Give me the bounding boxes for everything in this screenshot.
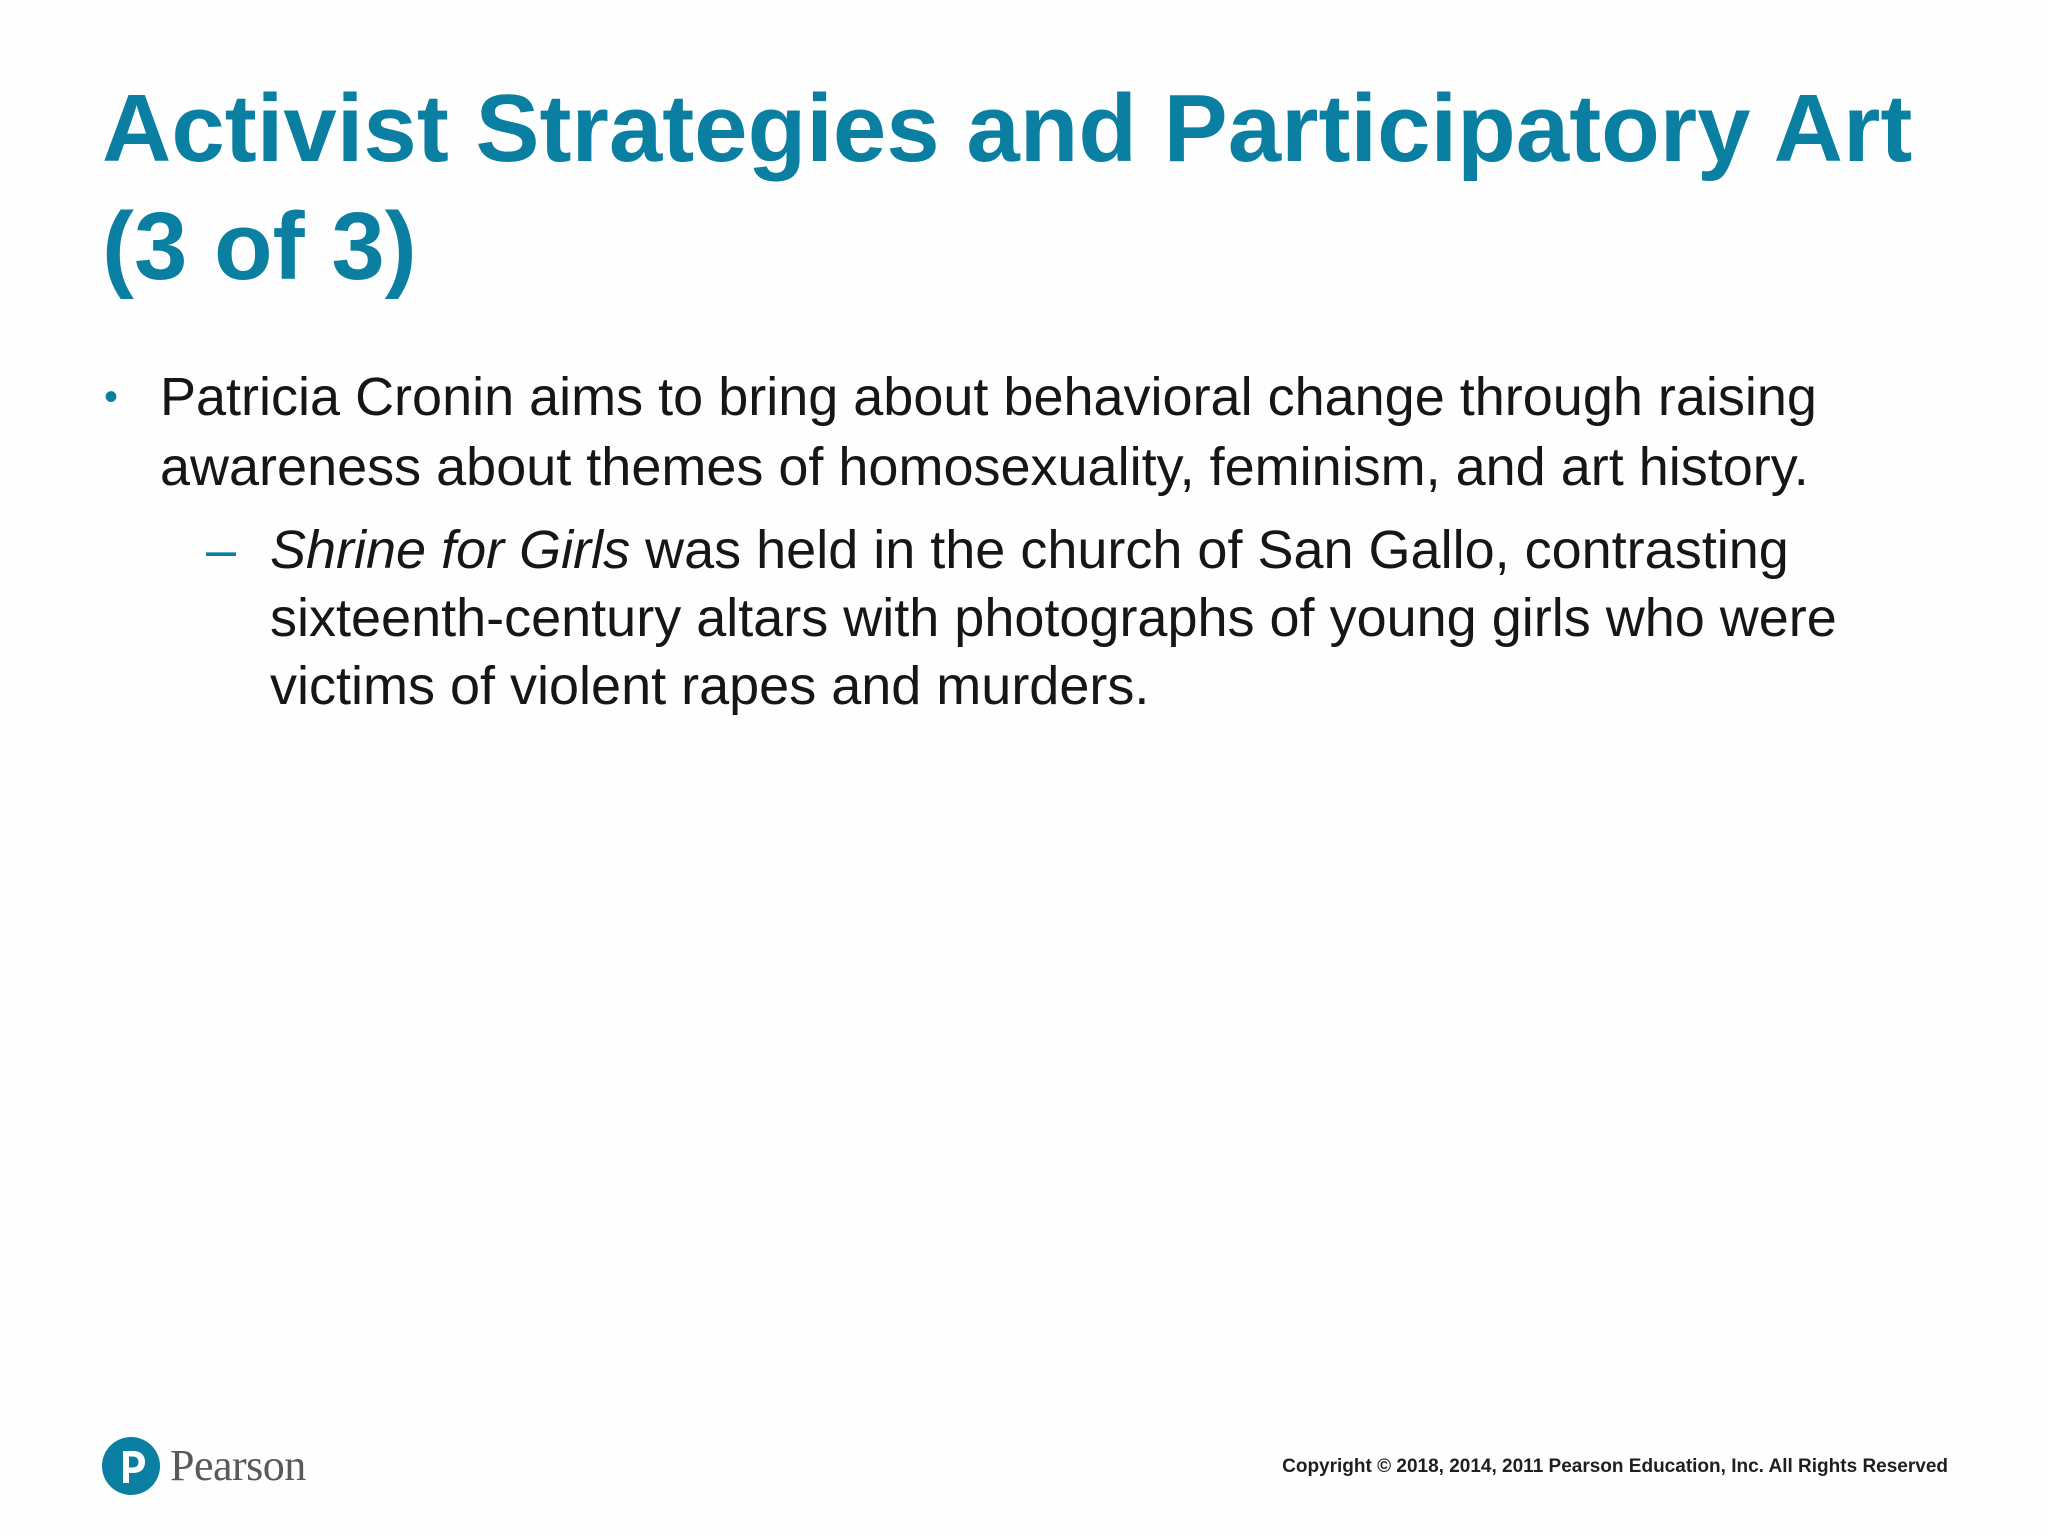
sub-bullet-text-rest: was held in the church of San Gallo, contrasting — [630, 520, 1789, 580]
pearson-p-icon — [102, 1437, 160, 1495]
slide-title-line-1: Activist Strategies and Participatory Art — [102, 75, 1913, 182]
bullet-marker: • — [104, 375, 119, 419]
logo-wordmark: Pearson — [170, 1441, 306, 1490]
slide-body — [102, 362, 1952, 720]
pearson-logo — [102, 1432, 332, 1500]
sub-bullet-text-line-1 — [270, 516, 1952, 584]
artwork-title: Shrine for Girls — [270, 520, 631, 580]
sub-bullet-text-line-3: victims of violent rapes and murders. — [270, 656, 1150, 716]
sub-bullet-marker: – — [206, 520, 237, 580]
bullet-text-line-2: awareness about themes of homosexuality, feminism, and art history. — [160, 437, 1809, 497]
slide-title-line-2: (3 of 3) — [102, 193, 417, 300]
sub-bullet-item — [206, 516, 1952, 720]
sub-bullet-text-line-2: sixteenth-century altars with photographs of young girls who were — [270, 588, 1837, 648]
bullet-text-line-1: Patricia Cronin aims to bring about behavioral change through raising — [160, 367, 1817, 427]
slide-title — [102, 70, 1982, 306]
copyright-notice: Copyright © 2018, 2014, 2011 Pearson Education, Inc. All Rights Reserved — [1282, 1456, 1948, 1477]
bullet-item — [102, 362, 1952, 502]
